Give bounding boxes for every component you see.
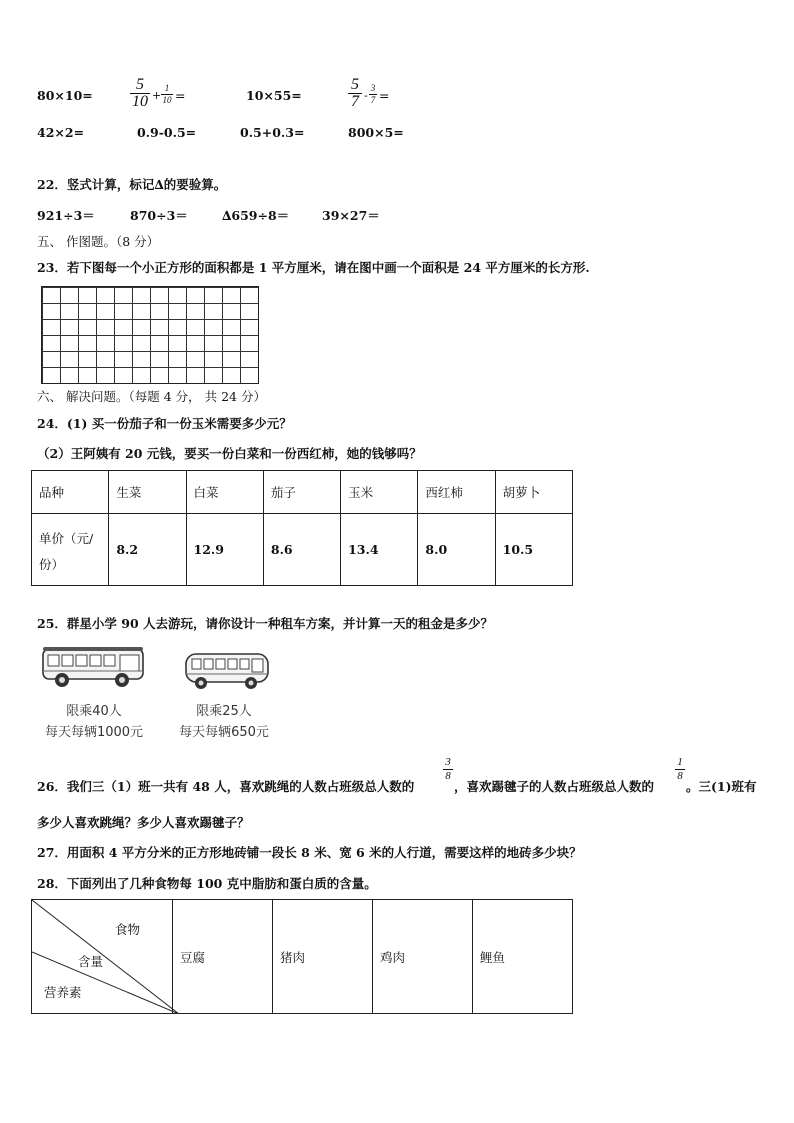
table-header-row xyxy=(32,900,573,1014)
q22-item-2: 870÷3＝ xyxy=(130,208,188,223)
diag-label-food: 食物 xyxy=(115,922,141,937)
q26-text-3: 。三(1)班有 xyxy=(686,779,757,794)
food-header-cell: 豆腐 xyxy=(173,900,273,1014)
bus1-caption xyxy=(24,701,164,743)
fraction-denominator: 10 xyxy=(132,93,148,110)
table-cell: 10.5 xyxy=(495,514,572,586)
table-header-row xyxy=(32,471,573,514)
calc-10x55: 10×55= xyxy=(246,88,302,103)
fraction-numerator: 3 xyxy=(445,756,451,768)
calc-0.9-0.5: 0.9-0.5= xyxy=(137,125,197,140)
q28-text: 28．下面列出了几种食物每 100 克中脂肪和蛋白质的含量。 xyxy=(37,876,377,891)
calc-0.5+0.3: 0.5+0.3= xyxy=(240,125,305,140)
food-header-cell: 鲤鱼 xyxy=(473,900,573,1014)
table-row-label xyxy=(32,514,109,586)
equals-sign: = xyxy=(175,88,186,103)
fraction-denominator: 8 xyxy=(677,770,683,782)
table-header-cell: 生菜 xyxy=(109,471,186,514)
q22-item-4: 39×27＝ xyxy=(322,208,380,223)
fraction-numerator: 5 xyxy=(136,76,144,93)
table-cell: 8.6 xyxy=(263,514,340,586)
row-label-line-2: 份） xyxy=(39,556,65,572)
table-cell: 13.4 xyxy=(341,514,418,586)
q26-text-1: 26．我们三（1）班一共有 48 人，喜欢跳绳的人数占班级总人数的 xyxy=(37,779,415,794)
table-header-cell: 玉米 xyxy=(341,471,418,514)
fraction-5-7 xyxy=(348,78,362,109)
fraction-numerator: 3 xyxy=(370,83,376,93)
q22-item-3: ∆659÷8＝ xyxy=(222,208,290,223)
nutrition-table xyxy=(31,899,573,1014)
fraction-1-8 xyxy=(675,757,685,782)
fraction-numerator: 1 xyxy=(677,756,683,768)
food-header-cell: 鸡肉 xyxy=(373,900,473,1014)
diagonal-header-cell xyxy=(32,900,173,1014)
table-cell: 8.2 xyxy=(109,514,186,586)
minus-sign: - xyxy=(364,89,368,102)
row-label-line-1: 单价（元/ xyxy=(39,530,94,546)
calc-80x10: 80×10= xyxy=(37,88,93,103)
q23-text: 23．若下图每一个小正方形的面积都是 1 平方厘米，请在图中画一个面积是 24 平方厘米的长方形. xyxy=(37,260,590,275)
fraction-denominator: 8 xyxy=(445,770,451,782)
table-header-cell: 茄子 xyxy=(263,471,340,514)
calc-800x5: 800×5= xyxy=(348,125,404,140)
bus2-caption xyxy=(156,701,292,743)
diag-label-content: 含量 xyxy=(78,954,104,969)
section-5-heading: 五、 作图题。（8 分） xyxy=(37,234,160,249)
small-bus-icon xyxy=(183,650,271,692)
q22-item-1: 921÷3＝ xyxy=(37,208,95,223)
q25-text: 25．群星小学 90 人去游玩，请你设计一种租车方案，并计算一天的租金是多少？ xyxy=(37,616,493,631)
q26-line-2: 多少人喜欢跳绳？多少人喜欢踢毽子？ xyxy=(37,815,250,830)
q24-part2: （2）王阿姨有 20 元钱，要买一份白菜和一份西红柿，她的钱够吗？ xyxy=(37,446,422,461)
bus2-capacity: 限乘25人 xyxy=(196,704,252,719)
fraction-3-7 xyxy=(369,84,377,105)
square-grid[interactable] xyxy=(41,286,259,384)
fraction-denominator: 7 xyxy=(351,93,359,110)
table-cell: 12.9 xyxy=(186,514,263,586)
bus2-price: 每天每辆650元 xyxy=(179,725,269,740)
q27-text: 27．用面积 4 平方分米的正方形地砖铺一段长 8 米、宽 6 米的人行道，需要这样的地砖多少块？ xyxy=(37,845,582,860)
section-6-heading: 六、 解决问题。（每题 4 分， 共 24 分） xyxy=(37,389,266,404)
equals-sign: = xyxy=(379,88,390,103)
fraction-denominator: 10 xyxy=(162,95,172,105)
price-table xyxy=(31,470,573,586)
table-header-cell: 白菜 xyxy=(186,471,263,514)
fraction-numerator: 5 xyxy=(351,76,359,93)
fraction-denominator: 7 xyxy=(370,95,376,105)
fraction-5-10 xyxy=(130,78,150,109)
large-bus-icon xyxy=(40,643,146,693)
q26-text-2: ，喜欢踢毽子的人数占班级总人数的 xyxy=(454,779,655,794)
q24-part1: 24．(1) 买一份茄子和一份玉米需要多少元？ xyxy=(37,416,292,431)
table-header-cell: 品种 xyxy=(32,471,109,514)
table-row xyxy=(32,514,573,586)
bus1-capacity: 限乘40人 xyxy=(66,704,122,719)
fraction-numerator: 1 xyxy=(164,83,170,93)
calc-42x2: 42×2= xyxy=(37,125,85,140)
table-header-cell: 西红柿 xyxy=(418,471,495,514)
table-header-cell: 胡萝卜 xyxy=(495,471,572,514)
fraction-3-8 xyxy=(443,757,453,782)
food-header-cell: 猪肉 xyxy=(273,900,373,1014)
plus-sign: + xyxy=(152,89,162,102)
fraction-1-10 xyxy=(161,84,173,105)
table-cell: 8.0 xyxy=(418,514,495,586)
bus1-price: 每天每辆1000元 xyxy=(44,725,144,740)
diag-label-nutrient: 营养素 xyxy=(44,985,82,1000)
q22-title: 22．竖式计算，标记∆的要验算。 xyxy=(37,177,227,192)
